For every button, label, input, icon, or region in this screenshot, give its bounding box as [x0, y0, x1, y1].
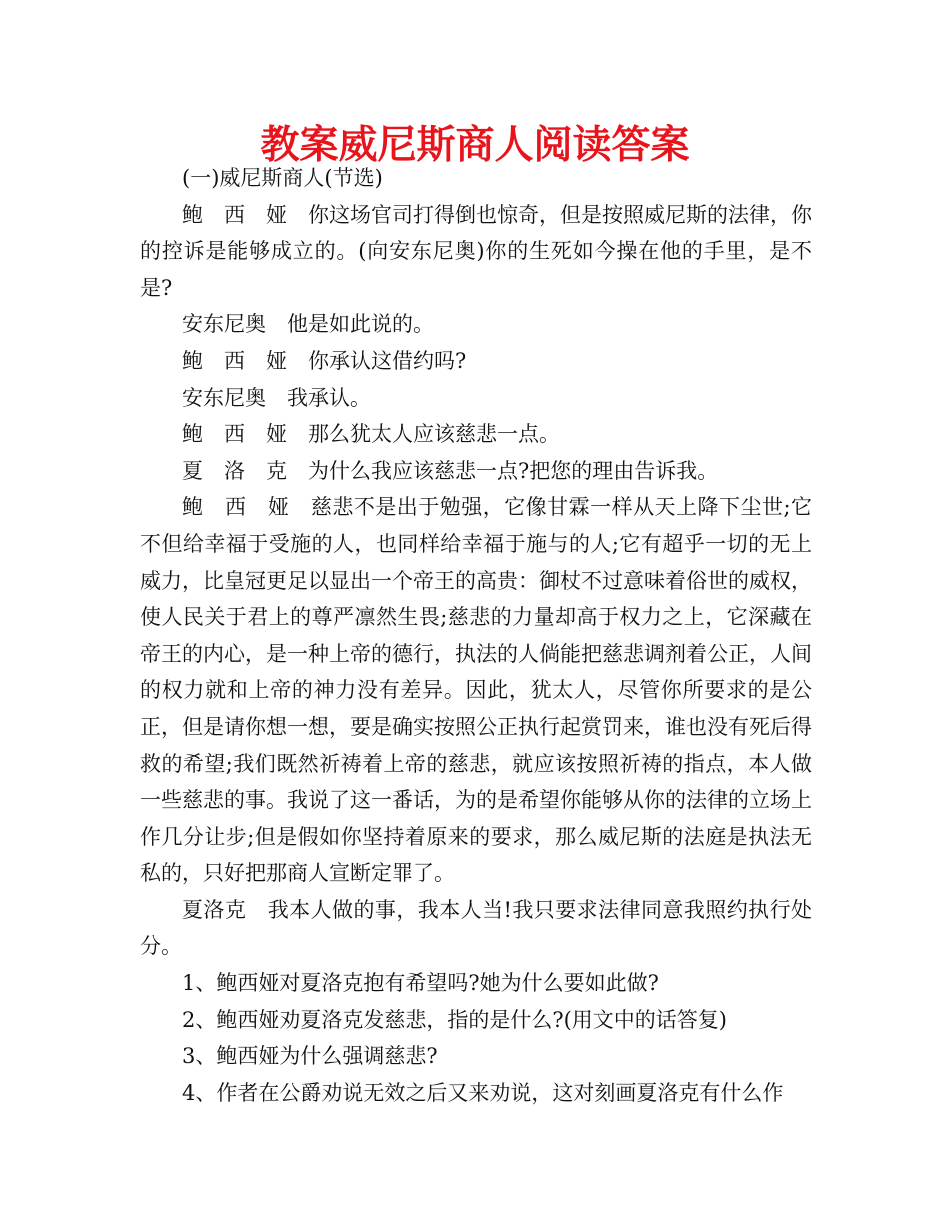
dialogue-paragraph: 安东尼奥 我承认。	[182, 385, 371, 410]
dialogue-paragraph: 鲍 西 娅 你承认这借约吗?	[182, 348, 467, 373]
section-heading: (一)威尼斯商人(节选)	[182, 166, 383, 190]
dialogue-paragraph: 鲍 西 娅 那么犹太人应该慈悲一点。	[182, 422, 560, 447]
question-item: 1、鲍西娅对夏洛克抱有希望吗?她为什么要如此做?	[182, 971, 659, 996]
dialogue-paragraph: 夏洛克 我本人做的事，我本人当!我只要求法律同意我照约执行处分。	[140, 897, 812, 959]
question-item: 2、鲍西娅劝夏洛克发慈悲，指的是什么?(用文中的话答复)	[182, 1007, 728, 1032]
question-item: 3、鲍西娅为什么强调慈悲?	[182, 1044, 438, 1069]
dialogue-paragraph: 夏 洛 克 为什么我应该慈悲一点?把您的理由告诉我。	[182, 458, 719, 483]
document-body	[140, 160, 812, 1111]
question-item: 4、作者在公爵劝说无效之后又来劝说，这对刻画夏洛克有什么作	[182, 1080, 784, 1105]
document-title: 教案威尼斯商人阅读答案	[260, 123, 690, 168]
dialogue-paragraph: 鲍 西 娅 你这场官司打得倒也惊奇，但是按照威尼斯的法律，你的控诉是能够成立的。(向安东尼奥)你的生死如今操在他的手里，是不是?	[140, 202, 812, 300]
dialogue-paragraph: 安东尼奥 他是如此说的。	[182, 312, 434, 337]
dialogue-paragraph: 鲍 西 娅 慈悲不是出于勉强，它像甘霖一样从天上降下尘世;它不但给幸福于受施的人，也同样给幸福于施与的人;它有超乎一切的无上威力，比皇冠更足以显出一个帝王的高贵：御杖不过意味着俗世的威权，使人民关于君上的尊严凛然生畏;慈悲的力量却高于权力之上，它深藏在帝王的内心，是一种上帝的德行，执法的人倘能把慈悲调剂着公正，人间的权力就和上帝的神力没有差异。因此，犹太人，尽管你所要求的是公正，但是请你想一想，要是确实按照公正执行起赏罚来，谁也没有死后得救的希望;我们既然祈祷着上帝的慈悲，就应该按照祈祷的指点，本人做一些慈悲的事。我说了这一番话，为的是希望你能够从你的法律的立场上作几分让步;但是假如你坚持着原来的要求，那么威尼斯的法庭是执法无私的，只好把那商人宣断定罪了。	[140, 495, 812, 886]
